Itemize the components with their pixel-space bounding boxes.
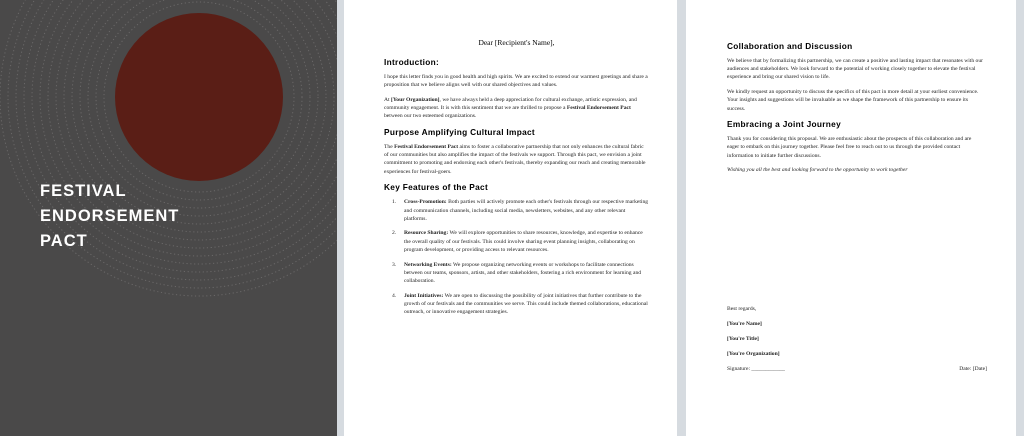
features-list <box>392 198 649 316</box>
features-heading: Key Features of the Pact <box>384 182 489 193</box>
purpose-heading: Purpose Amplifying Cultural Impact <box>384 127 535 138</box>
intro-paragraph-1: I hope this letter finds you in good health and high spirits. We are excited to extend our warmest greetings and share a proposition that we believe aligns well with our shared objectives and values. <box>384 74 648 89</box>
feature-body: Both parties will actively promote each other's festivals through our respective marketing and communication channels, including social media, newsletters, websites, and any other relevant platforms. <box>404 199 649 222</box>
cover-title-line-1: FESTIVAL <box>40 182 127 200</box>
sender-organization: [You're Organization] <box>727 351 780 357</box>
feature-title: Resource Sharing: <box>404 230 449 237</box>
sender-title: [You're Title] <box>727 336 759 342</box>
feature-body: We will explore opportunities to share resources, knowledge, and expertise to enhance the overall quality of our festivals. This could involve sharing event planning insights, collaborating on program development, or providing access to relevant resources. <box>404 230 643 253</box>
date-field: Date: [Date] <box>959 366 987 372</box>
org-placeholder: [Your Organization] <box>391 96 440 103</box>
journey-heading: Embracing a Joint Journey <box>727 119 842 130</box>
journey-paragraph-1: Thank you for considering this proposal. We are enthusiastic about the prospects of this collaboration and are eager to embark on this journey together. Please feel free to reach out to us through the provided contact information to initiate further discussions. <box>727 136 972 159</box>
collaboration-paragraph-1: We believe that by formalizing this partnership, we can create a positive and lasting impact that resonates with our audiences and stakeholders. We look forward to the potential of working closely together to elevate the festival experience and bring our shared vision to life. <box>727 58 984 81</box>
signature-field: Signature: ____________ <box>727 366 785 372</box>
cover-title-line-3: PACT <box>40 232 88 250</box>
purpose-paragraph <box>384 143 649 176</box>
feature-text <box>404 198 649 223</box>
letter-page-2 <box>686 0 1016 436</box>
feature-text <box>404 229 649 254</box>
signature-row <box>727 366 987 372</box>
cover-page <box>0 0 337 436</box>
feature-body: We are open to discussing the possibility of joint initiatives that further contribute to the growth of our festivals and the communities we serve. This could include themed collaborations, educational outreach, or innovative engagement strategies. <box>404 292 648 316</box>
feature-title: Joint Initiatives: <box>404 292 444 299</box>
feature-body: We propose organizing networking events or workshops to facilitate connections between our teams, sponsors, artists, and other stakeholders, fostering a rich environment for learning and collaboration. <box>404 261 642 284</box>
cover-title <box>40 179 179 254</box>
text-run: , we have always held a deep appreciation for cultural exchange, artistic expression, and community engagement. It is with this sentiment that we are thrilled to propose a <box>384 96 637 112</box>
feature-text <box>404 261 649 286</box>
cover-circle <box>115 13 283 181</box>
cover-title-line-2: ENDORSEMENT <box>40 207 180 225</box>
signature-block <box>727 306 987 372</box>
feature-number: 4. <box>392 292 397 299</box>
feature-item <box>392 229 649 254</box>
feature-text <box>404 292 649 317</box>
sender-name: [You're Name] <box>727 321 762 327</box>
letter-page-1 <box>344 0 677 436</box>
feature-title: Networking Events: <box>404 261 452 268</box>
feature-item <box>392 261 649 286</box>
regards-text: Best regards, <box>727 306 757 312</box>
feature-title: Cross-Promotion: <box>404 199 447 206</box>
feature-number: 1. <box>392 199 397 206</box>
pact-name: Festival Endorsement Pact <box>394 144 459 151</box>
text-run: At <box>384 96 391 103</box>
salutation: Dear [Recipient's Name], <box>478 38 555 47</box>
text-run: between our two esteemed organizations. <box>384 113 477 120</box>
intro-heading: Introduction: <box>384 57 440 67</box>
pact-name: Festival Endorsement Pact <box>566 105 631 112</box>
text-run: aims to foster a collaborative partnership that not only enhances the cultural fabric of our communities but also amplifies the impact of the festivals we support. Through this pact, we envision a joint commitment to promoting and endorsing each other's festivals, thereby expanding our reach and creating memorable experiences for festival-goers. <box>384 144 646 175</box>
collaboration-heading: Collaboration and Discussion <box>727 41 853 51</box>
closing-wish: Wishing you all the best and looking forward to the opportunity to work together <box>727 167 908 174</box>
intro-paragraph-2 <box>384 96 649 121</box>
journey-paragraph-2 <box>727 166 984 174</box>
text-run: The <box>384 144 395 151</box>
feature-item <box>392 292 649 317</box>
collaboration-paragraph-2: We kindly request an opportunity to discuss the specifics of this pact in more detail at your earliest convenience. Your insights and suggestions will be invaluable as we shape the framework of this partnership to ensure its success. <box>727 89 979 112</box>
feature-item <box>392 198 649 223</box>
feature-number: 3. <box>392 261 397 268</box>
feature-number: 2. <box>392 230 397 237</box>
